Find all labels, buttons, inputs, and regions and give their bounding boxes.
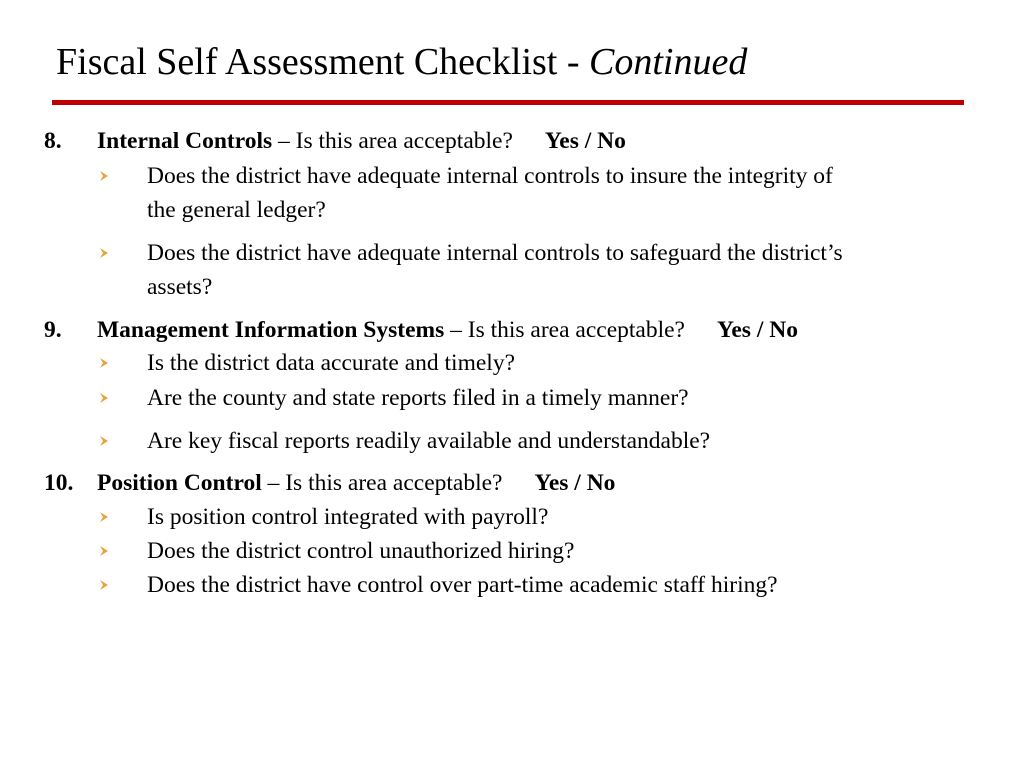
section-answer: Yes / No [544,128,626,154]
section-number: 9. [44,317,62,343]
arrow-bullet-icon [97,568,111,602]
arrow-bullet-icon [97,424,111,458]
section-answer: Yes / No [717,317,798,343]
section-heading: Position Control [97,470,262,496]
arrow-bullet-icon [97,381,111,415]
section-heading: Management Information Systems [97,317,445,343]
arrow-bullet-icon [97,500,111,534]
bullet-text: Are the county and state reports filed in a timely manner? [147,385,689,411]
bullet-text-continued: assets? [147,274,213,300]
arrow-bullet-icon [97,534,111,568]
title-italic: Continued [589,41,748,83]
arrow-bullet-icon [97,236,111,270]
section-question: – Is this area acceptable? [261,470,503,496]
section-question: – Is this area acceptable? [272,128,513,154]
bullet-text: Is position control integrated with payroll? [147,504,549,530]
bullet-text: Is the district data accurate and timely? [147,350,516,376]
section-heading-line [97,466,615,500]
section-answer: Yes / No [534,470,616,496]
section-question: – Is this area acceptable? [444,317,685,343]
section-number: 10. [44,470,74,496]
section-heading-line [97,313,798,347]
section-number: 8. [44,128,62,154]
arrow-bullet-icon [97,159,111,193]
bullet-text: Does the district have control over part-time academic staff hiring? [147,572,778,598]
section-heading-line [97,124,626,158]
bullet-text-continued: the general ledger? [147,197,326,223]
section-heading: Internal Controls [97,128,273,154]
bullet-text: Does the district have adequate internal controls to insure the integrity of [147,163,833,189]
arrow-bullet-icon [97,346,111,380]
bullet-text: Are key fiscal reports readily available and understandable? [147,428,711,454]
title-main: Fiscal Self Assessment Checklist - [56,41,590,83]
bullet-text: Does the district control unauthorized hiring? [147,538,575,564]
bullet-text: Does the district have adequate internal controls to safeguard the district’s [147,240,843,266]
